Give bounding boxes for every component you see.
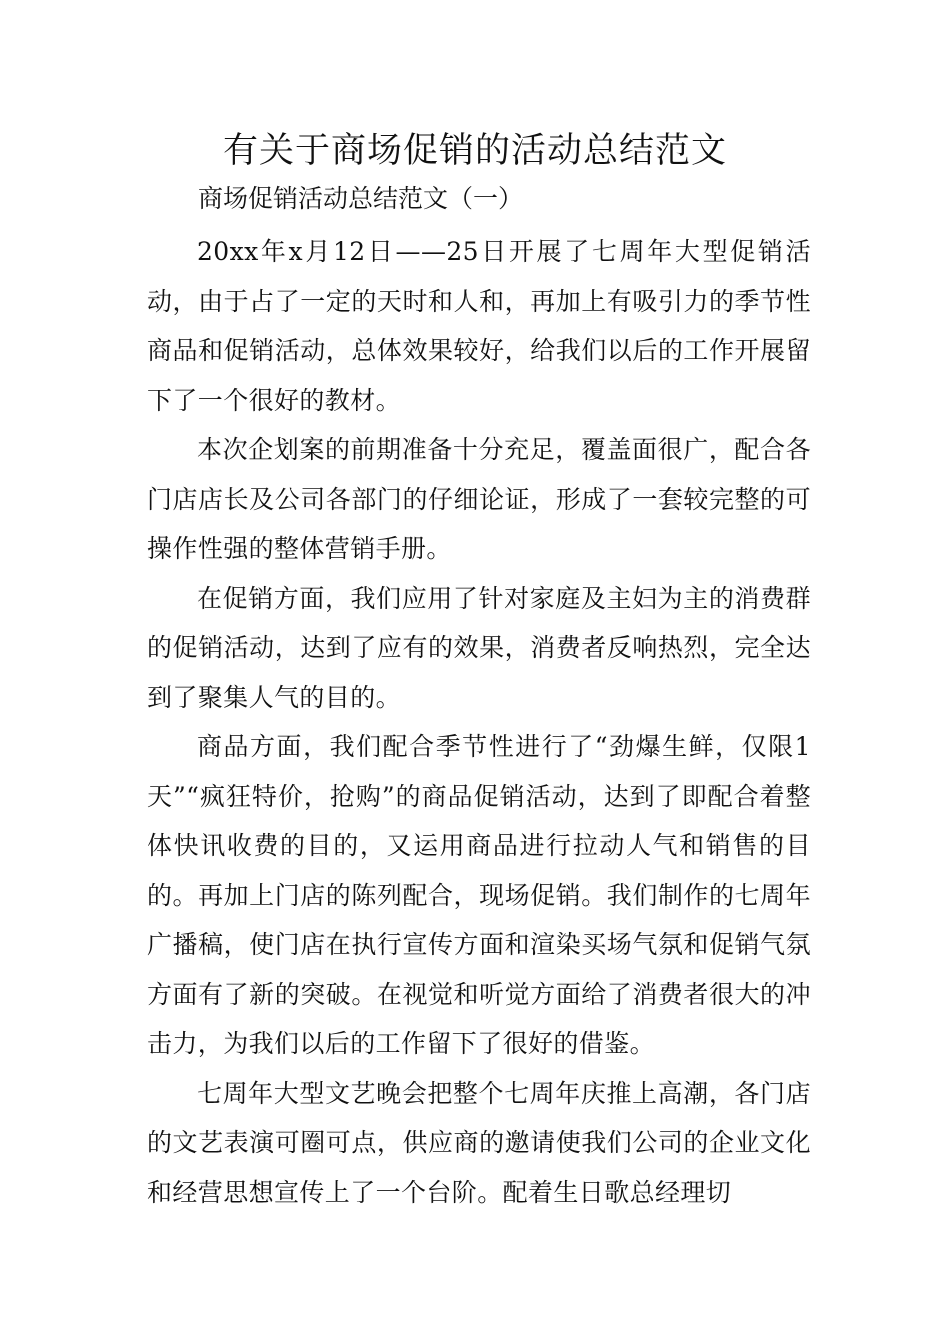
document-body [147,227,811,1217]
section-subtitle: 商场促销活动总结范文（一） [198,184,524,213]
paragraph-2: 本次企划案的前期准备十分充足，覆盖面很广，配合各门店店长及公司各部门的仔细论证，形成了一套较完整的可操作性强的整体营销手册。 [147,435,811,563]
paragraph-1: 20xx年x月12日——25日开展了七周年大型促销活动，由于占了一定的天时和人和，再加上有吸引力的季节性商品和促销活动，总体效果较好，给我们以后的工作开展留下了一个很好的教材。 [147,237,811,415]
paragraph-3: 在促销方面，我们应用了针对家庭及主妇为主的消费群的促销活动，达到了应有的效果，消费者反响热烈，完全达到了聚集人气的目的。 [147,583,811,712]
paragraph-4: 商品方面，我们配合季节性进行了“劲爆生鲜，仅限1天”“疯狂特价，抢购”的商品促销活动，达到了即配合着整体快讯收费的目的，又运用商品进行拉动人气和销售的目的。再加上门店的陈列配合，现场促销。我们制作的七周年广播稿，使门店在执行宣传方面和渲染买场气氛和促销气氛方面有了新的突破。在视觉和听觉方面给了消费者很大的冲击力，为我们以后的工作留下了很好的借鉴。 [147,732,811,1058]
document-title: 有关于商场促销的活动总结范文 [222,131,727,171]
paragraph-5: 七周年大型文艺晚会把整个七周年庆推上高潮，各门店的文艺表演可圈可点，供应商的邀请使我们公司的企业文化和经营思想宣传上了一个台阶。配着生日歌总经理切 [147,1078,811,1207]
